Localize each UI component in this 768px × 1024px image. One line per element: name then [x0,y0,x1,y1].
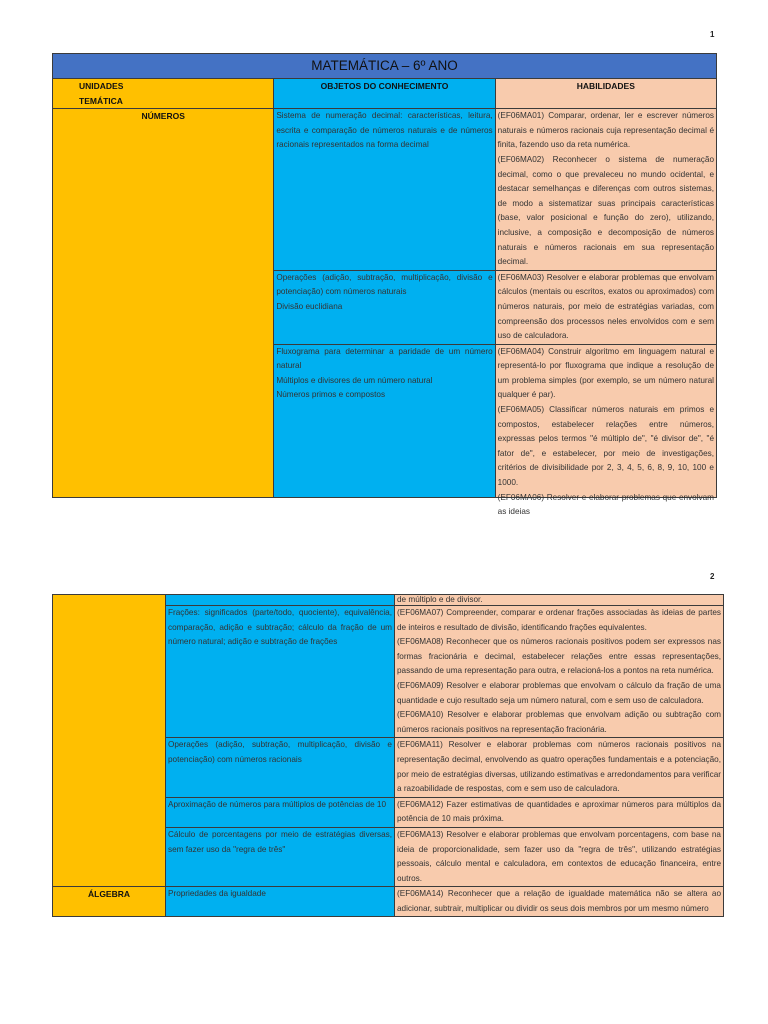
objetos-cell [166,827,395,886]
objetos-cell [166,738,395,797]
objeto-text: Aproximação de números para múltiplos de potências de 10 [168,799,387,809]
objeto-text: Frações: significados (parte/todo, quociente), equivalência, comparação, adição e subtração; cálculo da fração de um número natural; adição e subtração de frações [168,608,392,647]
objeto-text: Operações (adição, subtração, multiplicação, divisão e potenciação) com números racionais [168,740,392,764]
curriculum-table-page1 [52,53,717,517]
habilidade-text: (EF06MA02) Reconhecer o sistema de numeração decimal, como o que prevaleceu no mundo ocidental, e destacar semelhanças e diferenças com outros sistemas, de modo a sistematizar suas principais características (base, valor posicional e função do zero), utilizando, inclusive, a composição e decomposição de números naturais e números racionais em sua representação decimal. [497,154,714,267]
habilidade-text: (EF06MA09) Resolver e elaborar problemas que envolvam o cálculo da fração de uma quantidade e cujo resultado seja um número natural, com e sem uso de calculadora. [397,680,721,705]
habilidade-text: (EF06MA11) Resolver e elaborar problemas com números racionais positivos na representação decimal, envolvendo as quatro operações fundamentais e a potenciação, por meio de estratégias diversas, utilizando estimativas e arredondamentos para verificar a razoabilidade de respostas, com e sem uso de calculadora. [397,740,721,794]
habilidades-continuation: de múltiplo e de divisor. [395,595,724,606]
unit-numeros: NÚMEROS [53,109,274,498]
objetos-cell [166,797,395,827]
habilidade-text: (EF06MA14) Reconhecer que a relação de igualdade matemática não se altera ao adicionar, subtrair, multiplicar ou dividir os seus dois membros por um mesmo número [397,889,721,913]
habilidades-clip [397,887,721,916]
habilidade-text: (EF06MA13) Resolver e elaborar problemas que envolvam porcentagens, com base na ideia de proporcionalidade, sem fazer uso da "regra de três", utilizando estratégias pessoais, cálculo mental e calculadora, em contextos de educação financeira, entre outros. [397,829,721,883]
page-number: 1 [710,30,715,39]
habilidade-text: (EF06MA10) Resolver e elaborar problemas que envolvam adição ou subtração com números racionais positivos na representação fracionária. [397,710,721,734]
habilidade-text: (EF06MA01) Comparar, ordenar, ler e escrever números naturais e números racionais cuja representação decimal é finita, fazendo uso da reta numérica. [497,111,714,150]
habilidade-text: (EF06MA07) Compreender, comparar e ordenar frações associadas às ideias de partes de inteiros e resultado de divisão, identificando frações equivalentes. [397,608,721,632]
objetos-cell [274,344,495,497]
habilidades-cell [395,887,724,917]
objeto-text: Cálculo de porcentagens por meio de estratégias diversas, sem fazer uso da "regra de três" [168,829,392,854]
objeto-text: Números primos e compostos [276,390,386,400]
header-unidades-tematicas [53,79,274,109]
objeto-text: Propriedades da igualdade [168,889,266,899]
habilidades-cell [395,606,724,738]
habilidades-cell [495,270,716,344]
unit-algebra: ÁLGEBRA [53,887,166,917]
objetos-cell [166,606,395,738]
habilidade-text: (EF06MA05) Classificar números naturais em primos e compostos, estabelecer relações entre números, expressas pelos termos "é múltiplo de", "é divisor de", "é fator de", e estabelecer, por meio de investigações, critérios de divisibilidade por 2, 3, 4, 5, 6, 8, 9, 10, 100 e 1000. [497,405,714,488]
header-unidades: UNIDADES [79,81,124,91]
header-habilidades: HABILIDADES [495,79,716,109]
habilidades-cell [395,827,724,886]
habilidades-cell [395,797,724,827]
objeto-text: Divisão euclidiana [276,301,343,311]
objeto-text: Fluxograma para determinar a paridade de um número natural [276,346,493,371]
objetos-cell [166,887,395,917]
header-tematica: TEMÁTICA [79,95,123,106]
table-title: MATEMÁTICA – 6º ANO [53,54,717,79]
objeto-text: Operações (adição, subtração, multiplicação, divisão e potenciação) com números naturais [276,272,493,297]
unit-numeros-continued [53,595,166,887]
habilidade-text: (EF06MA03) Resolver e elaborar problemas que envolvam cálculos (mentais ou escritos, exatos ou aproximados) com números naturais, por meio de estratégias variadas, com compreensão dos processos neles envolvidos com e sem uso de calculadora. [497,272,714,341]
habilidades-cell [495,109,716,271]
habilidades-cell [395,738,724,797]
curriculum-table-page2 [52,594,724,917]
objeto-text: Múltiplos e divisores de um número natural [276,375,433,385]
habilidade-text: (EF06MA04) Construir algoritmo em linguagem natural e representá-lo por fluxograma que indique a resolução de um problema simples (por exemplo, se um número natural qualquer é par). [497,346,714,400]
habilidade-text: (EF06MA06) Resolver e elaborar problemas que envolvam as ideias [497,492,714,517]
habilidades-clip [497,345,714,517]
objetos-cell [166,595,395,606]
objeto-text: Sistema de numeração decimal: características, leitura, escrita e comparação de números naturais e de números racionais representados na forma decimal [276,111,493,150]
habilidade-text: (EF06MA12) Fazer estimativas de quantidades e aproximar números para múltiplos da potência de 10 mais próxima. [397,799,721,824]
page-number: 2 [710,572,715,581]
habilidade-text: (EF06MA08) Reconhecer que os números racionais positivos podem ser expressos nas formas fracionária e decimal, estabelecer relações entre essas representações, passando de uma representação para outra, e relacioná-los a pontos na reta numérica. [397,637,721,676]
objetos-cell [274,109,495,271]
objetos-cell [274,270,495,344]
habilidades-cell [495,344,716,517]
header-objetos: OBJETOS DO CONHECIMENTO [274,79,495,109]
